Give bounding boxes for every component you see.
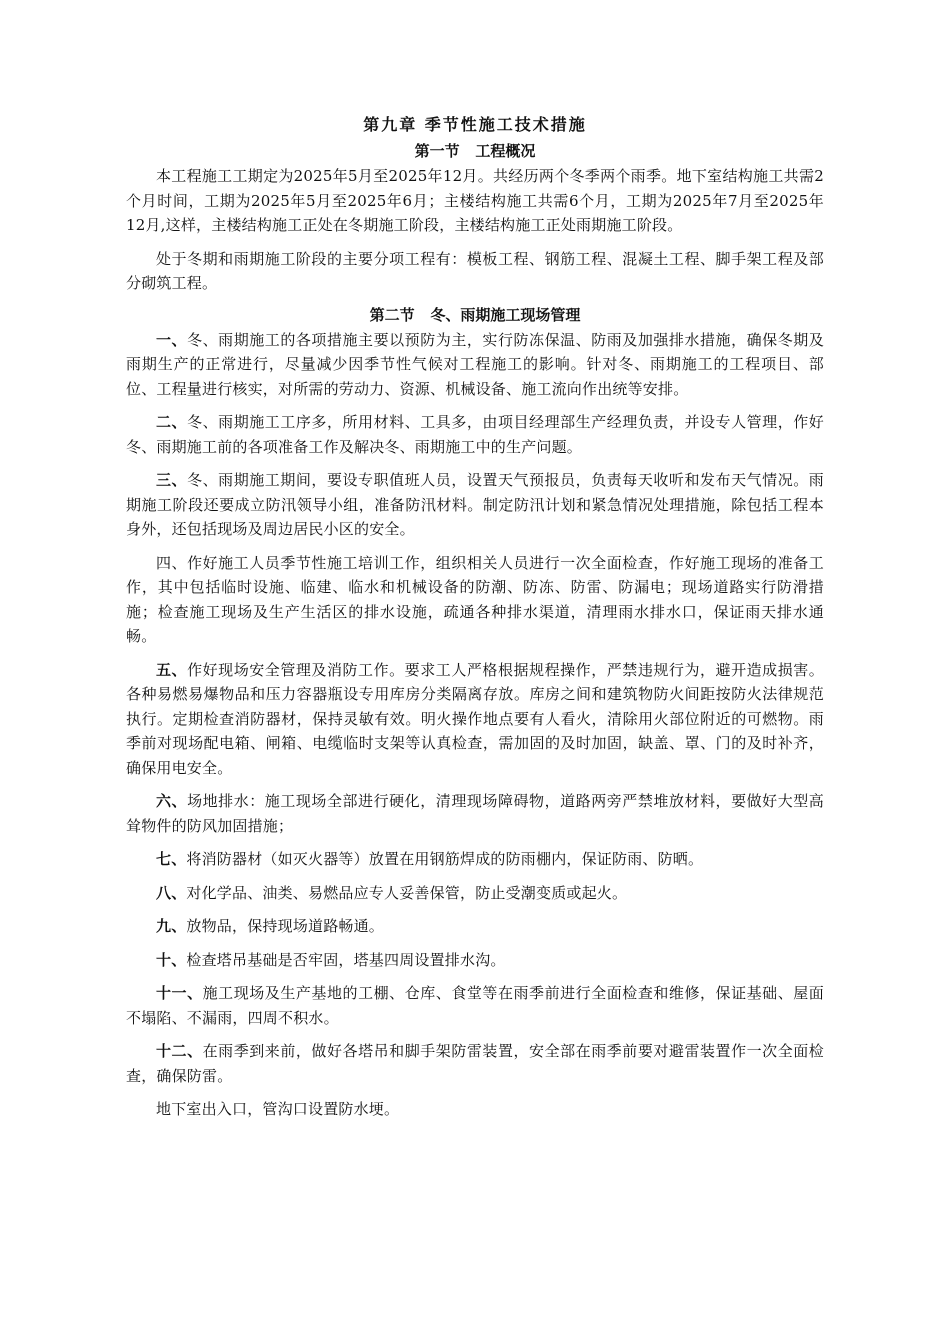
list-item-number: 十一、 [156, 984, 203, 1002]
list-item-number: 九、 [156, 917, 187, 935]
list-item-2 [126, 410, 824, 459]
list-item-text: 作好施工人员季节性施工培训工作，组织相关人员进行一次全面检查，作好施工现场的准备工作，其中包括临时设施、临建、临水和机械设备的防潮、防冻、防雷、防漏电；现场道路实行防滑措施；检查施工现场及生产生活区的排水设施，疏通各种排水渠道，清理雨水排水口，保证雨天排水通畅。 [126, 553, 824, 645]
list-item-number: 一、 [156, 330, 188, 349]
list-item-9 [126, 914, 824, 939]
section-1-title: 第一节 工程概况 [414, 142, 536, 160]
list-item-12 [126, 1039, 824, 1088]
list-item-number: 六、 [156, 792, 188, 810]
section-2-title: 第二节 冬、雨期施工现场管理 [369, 305, 581, 324]
list-item-1 [126, 328, 824, 402]
list-item-number: 十二、 [156, 1042, 203, 1060]
list-item-10 [126, 948, 824, 973]
list-item-text: 检查塔吊基础是否牢固，塔基四周设置排水沟。 [186, 950, 506, 969]
document-page [126, 112, 824, 1122]
list-item-number: 二、 [156, 413, 188, 431]
section-1-paragraph-2: 处于冬期和雨期施工阶段的主要分项工程有：模板工程、钢筋工程、混凝土工程、脚手架工程及部分砌筑工程。 [126, 249, 824, 292]
list-item-number: 四、 [156, 553, 188, 572]
list-item-8 [126, 881, 824, 906]
list-item-number: 十、 [156, 950, 187, 969]
list-item-text: 冬、雨期施工期间，要设专职值班人员，设置天气预报员，负责每天收听和发布天气情况。雨期施工阶段还要成立防汛领导小组，准备防汛材料。制定防汛计划和紧急情况处理措施，除包括工程本身外，还包括现场及周边居民小区的安全。 [126, 471, 824, 538]
list-item-text: 放物品，保持现场道路畅通。 [186, 917, 385, 935]
list-item-3 [126, 468, 824, 542]
list-item-number: 五、 [156, 660, 188, 679]
chapter-title: 第九章 季节性施工技术措施 [363, 115, 587, 134]
list-item-4 [126, 551, 824, 649]
list-item-text: 冬、雨期施工的各项措施主要以预防为主，实行防冻保温、防雨及加强排水措施，确保冬期及雨期生产的正常进行，尽量减少因季节性气候对工程施工的影响。针对冬、雨期施工的工程项目、部位、工程量进行核实，对所需的劳动力、资源、机械设备、施工流向作出统等安排。 [126, 330, 824, 398]
list-item-7 [126, 847, 824, 872]
section-1-paragraph-1: 本工程施工工期定为2025年5月至2025年12月。共经历两个冬季两个雨季。地下室结构施工共需2个月时间，工期为2025年5月至2025年6月；主楼结构施工共需6个月，工期为2025年7月至2025年12月,这样，主楼结构施工正处在冬期施工阶段，主楼结构施工正处雨期施工阶段。 [126, 167, 824, 234]
list-item-number: 八、 [156, 883, 187, 902]
list-item-text: 场地排水：施工现场全部进行硬化，清理现场障碍物，道路两旁严禁堆放材料，要做好大型高耸物件的防风加固措施； [126, 792, 824, 835]
list-item-text: 作好现场安全管理及消防工作。要求工人严格根据规程操作，严禁违规行为，避开造成损害。各种易燃易爆物品和压力容器瓶设专用库房分类隔离存放。库房之间和建筑物防火间距按防火法律规范执行。定期检查消防器材，保持灵敏有效。明火操作地点要有人看火，清除用火部位附近的可燃物。雨季前对现场配电箱、闸箱、电缆临时支架等认真检查，需加固的及时加固，缺盖、罩、门的及时补齐，确保用电安全。 [126, 660, 824, 777]
list-item-text: 对化学品、油类、易燃品应专人妥善保管，防止受潮变质或起火。 [186, 883, 628, 902]
list-item-number: 七、 [156, 850, 187, 868]
list-item-11 [126, 981, 824, 1030]
closing-paragraph: 地下室出入口，管沟口设置防水埂。 [156, 1100, 400, 1118]
list-item-text: 施工现场及生产基地的工棚、仓库、食堂等在雨季前进行全面检查和维修，保证基础、屋面不塌陷、不漏雨，四周不积水。 [126, 984, 824, 1027]
list-item-text: 在雨季到来前，做好各塔吊和脚手架防雷装置，安全部在雨季前要对避雷装置作一次全面检查，确保防雷。 [126, 1042, 824, 1085]
list-item-number: 三、 [156, 471, 188, 489]
list-item-text: 冬、雨期施工工序多，所用材料、工具多，由项目经理部生产经理负责，并设专人管理，作好冬、雨期施工前的各项准备工作及解决冬、雨期施工中的生产问题。 [126, 413, 824, 456]
list-item-text: 将消防器材（如灭火器等）放置在用钢筋焊成的防雨棚内，保证防雨、防晒。 [186, 850, 704, 868]
list-item-5 [126, 658, 824, 781]
list-item-6 [126, 789, 824, 838]
